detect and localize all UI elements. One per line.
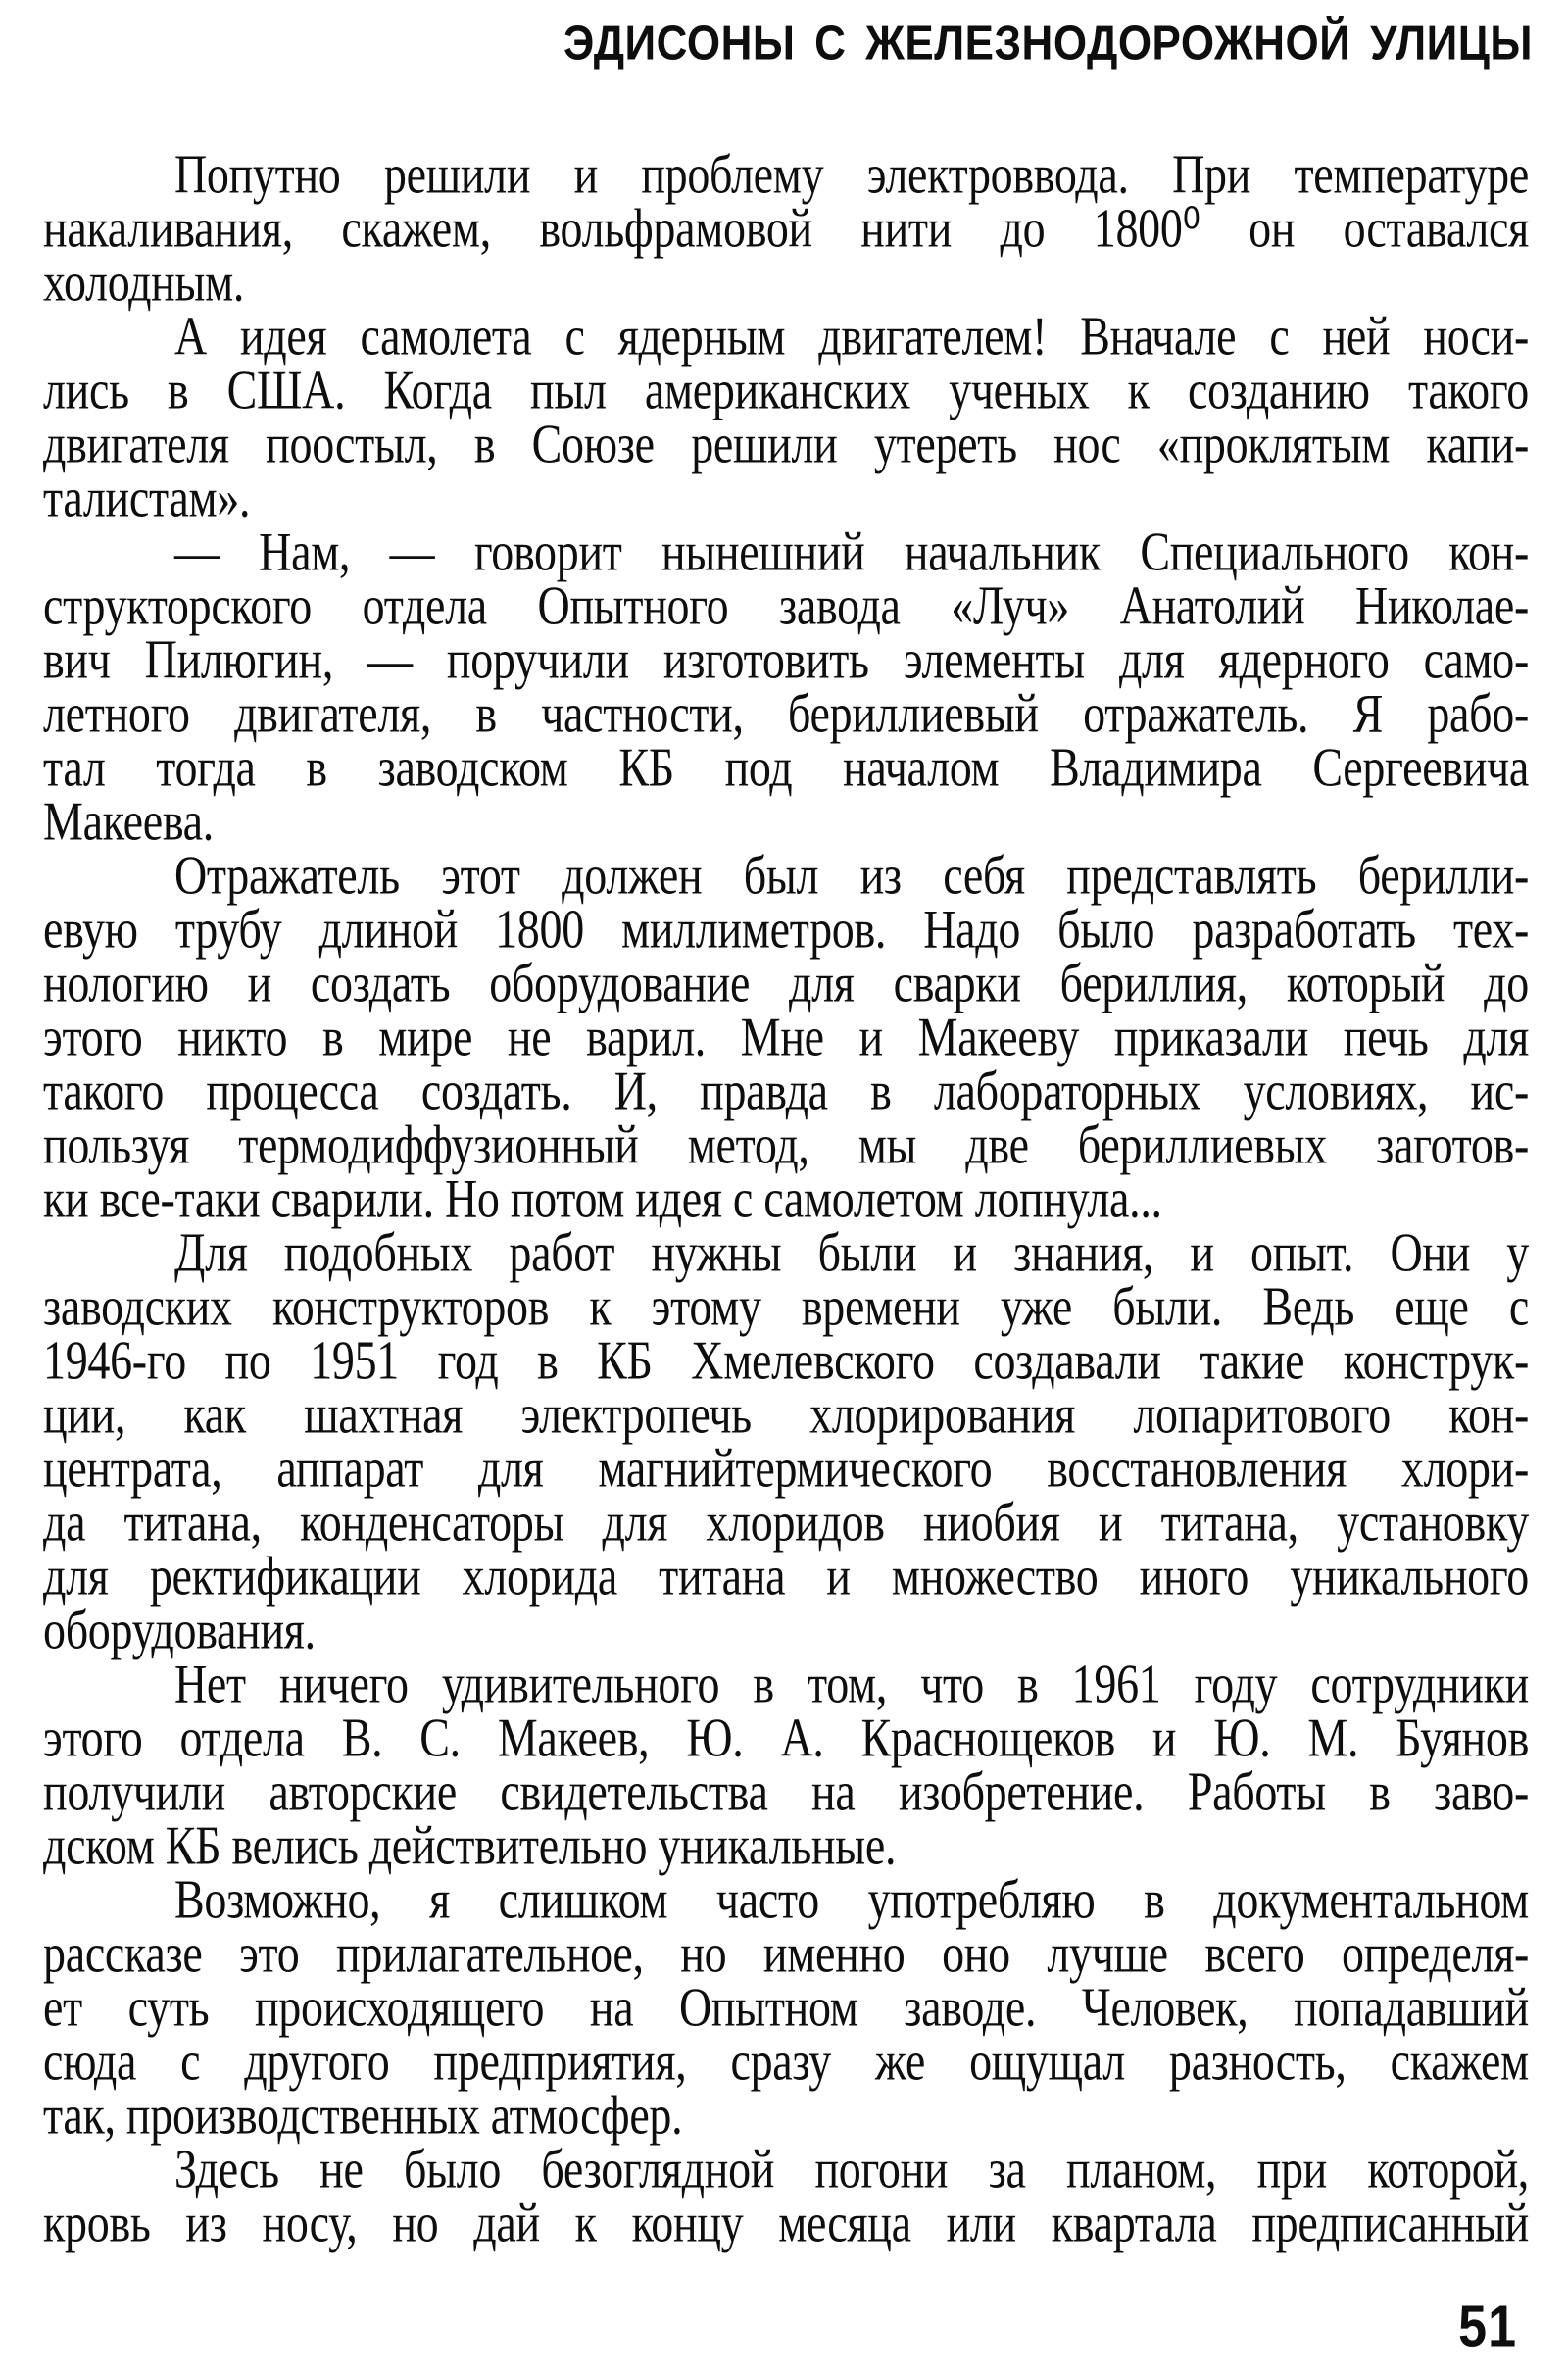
text-line: Здесь не было безоглядной погони за планом, при которой, xyxy=(174,2138,1529,2200)
text-line: ции, как шахтная электропечь хлорирования лопаритового кон- xyxy=(43,1383,1529,1445)
text-line: Для подобных работ нужны были и знания, и опыт. Они у xyxy=(174,1221,1529,1283)
text-line: кровь из носу, но дай к концу месяца или квартала предписанный xyxy=(43,2192,1529,2253)
text-line: — Нам, — говорит нынешний начальник Специального кон- xyxy=(174,520,1529,582)
text-line: двигателя поостыл, в Союзе решили утереть нос «проклятым капи- xyxy=(43,413,1529,474)
text-line: тал тогда в заводском КБ под началом Владимира Сергеевича xyxy=(43,736,1529,798)
text-line: талистам». xyxy=(43,467,251,528)
body-text xyxy=(43,143,1529,2253)
text-line: Возможно, я слишком часто употребляю в документальном xyxy=(174,1868,1529,1930)
text-line: так, производственных атмосфер. xyxy=(43,2084,683,2146)
text-line: 1946-го по 1951 год в КБ Хмелевского создавали такие конструк- xyxy=(43,1329,1529,1391)
text-line: А идея самолета с ядерным двигателем! Вначале с ней носи- xyxy=(174,305,1529,367)
text-line: центрата, аппарат для магнийтермического восстановления хлори- xyxy=(43,1437,1529,1499)
text-line: нологию и создать оборудование для сварки бериллия, который до xyxy=(43,952,1529,1013)
text-line: Нет ничего удивительного в том, что в 1961 году сотрудники xyxy=(174,1653,1529,1714)
text-line: Отражатель этот должен был из себя представлять берилли- xyxy=(174,844,1529,906)
text-line: пользуя термодиффузионный метод, мы две бериллиевых заготов- xyxy=(43,1113,1529,1175)
text-line: накаливания, скажем, вольфрамовой нити до 1800⁰ он оставался xyxy=(43,197,1529,259)
text-line: заводских конструкторов к этому времени уже были. Ведь еще с xyxy=(43,1275,1529,1337)
page-number: 51 xyxy=(1458,2294,1517,2360)
text-line: Попутно решили и проблему электроввода. При температуре xyxy=(174,143,1529,205)
chapter-title: ЭДИСОНЫ С ЖЕЛЕЗНОДОРОЖНОЙ УЛИЦЫ xyxy=(564,17,1533,71)
text-line: рассказе это прилагательное, но именно оно лучше всего определя- xyxy=(43,1922,1529,1984)
text-line: да титана, конденсаторы для хлоридов ниобия и титана, установку xyxy=(43,1491,1529,1553)
text-line: ки все-таки сварили. Но потом идея с самолетом лопнула... xyxy=(43,1167,1162,1229)
text-line: такого процесса создать. И, правда в лабораторных условиях, ис- xyxy=(43,1060,1529,1121)
text-line: этого никто в мире не варил. Мне и Макееву приказали печь для xyxy=(43,1006,1529,1067)
text-line: для ректификации хлорида титана и множество иного уникального xyxy=(43,1545,1529,1607)
text-line: ет суть происходящего на Опытном заводе. Человек, попадавший xyxy=(43,1976,1529,2038)
text-line: Макеева. xyxy=(43,790,214,852)
text-line: холодным. xyxy=(43,251,245,313)
text-line: структорского отдела Опытного завода «Луч» Анатолий Николае- xyxy=(43,574,1529,636)
text-line: лись в США. Когда пыл американских ученых к созданию такого xyxy=(43,359,1529,420)
text-line: оборудования. xyxy=(43,1599,316,1660)
text-line: сюда с другого предприятия, сразу же ощущал разность, скажем xyxy=(43,2030,1529,2092)
text-line: летного двигателя, в частности, бериллиевый отражатель. Я рабо- xyxy=(43,682,1529,744)
text-line: евую трубу длиной 1800 миллиметров. Надо было разработать тех- xyxy=(43,898,1529,960)
text-line: вич Пилюгин, — поручили изготовить элементы для ядерного само- xyxy=(43,628,1529,690)
text-line: дском КБ велись действительно уникальные. xyxy=(43,1814,897,1876)
text-line: получили авторские свидетельства на изобретение. Работы в заво- xyxy=(43,1760,1529,1822)
text-line: этого отдела В. С. Макеев, Ю. А. Краснощеков и Ю. М. Буянов xyxy=(43,1706,1529,1768)
